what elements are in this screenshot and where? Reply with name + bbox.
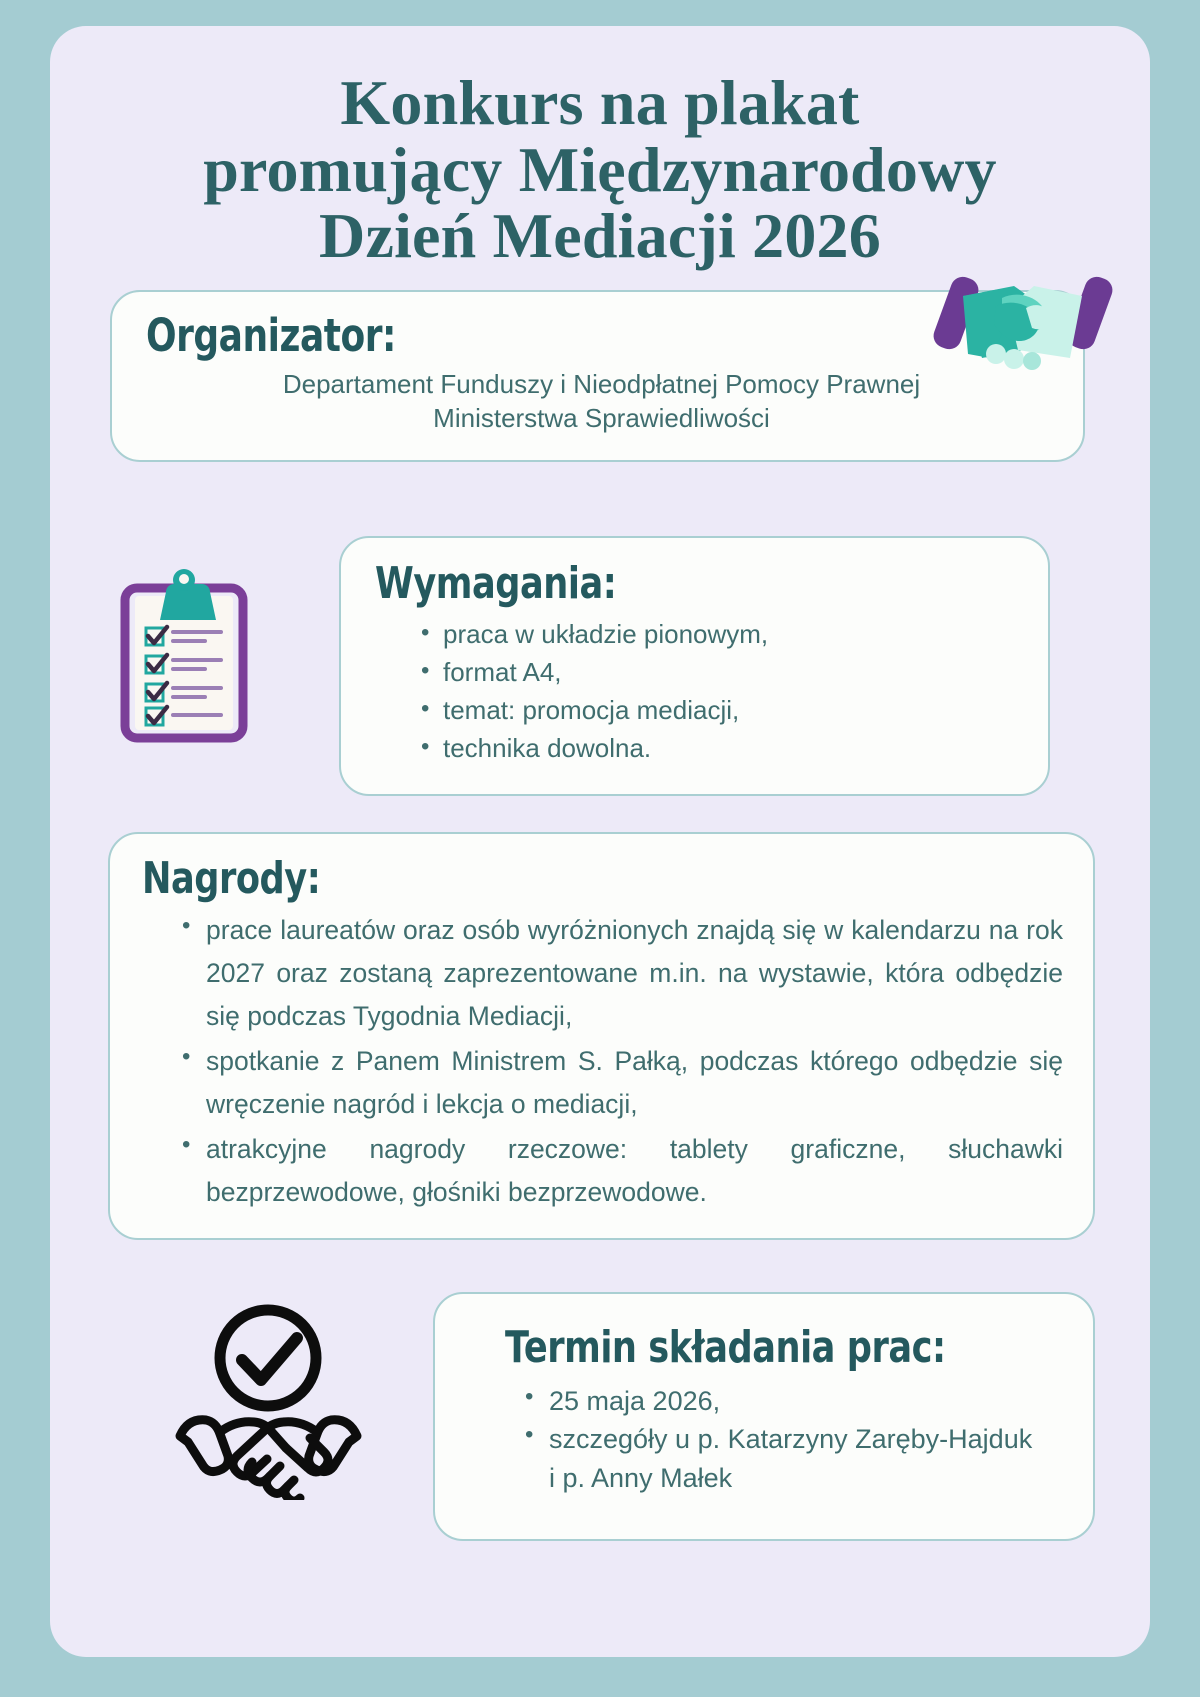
list-item: • format A4, <box>421 654 1018 692</box>
list-item-text: • prace laureatów oraz osób wyróżnionych znajdą się w kalendarzu na rok 2027 oraz zostaną zaprezentowane m.in. na wystawie, która odbędzie się podczas Tygodnia Mediacji, <box>206 915 1063 1031</box>
list-item-text-cont: i p. Anny Małek <box>549 1462 733 1493</box>
list-item <box>180 1128 1063 1214</box>
list-item <box>525 1382 1063 1420</box>
list-item: • praca w układzie pionowym, <box>421 616 1018 654</box>
list-item <box>180 1040 1063 1126</box>
organizator-line-1: Departament Funduszy i Nieodpłatnej Pomocy Prawnej <box>282 369 921 400</box>
list-item-text: szczegóły u p. Katarzyny Zaręby-Hajduk <box>549 1424 1033 1455</box>
list-item: • technika dowolna. <box>421 730 1018 768</box>
termin-card <box>433 1292 1095 1541</box>
wymagania-list <box>375 616 1018 768</box>
poster-panel <box>50 26 1150 1657</box>
title-line-1: Konkurs na plakat <box>340 67 860 138</box>
list-item-text: 25 maja 2026, <box>549 1385 721 1416</box>
nagrody-card <box>108 832 1095 1240</box>
organizator-line-2: Ministerstwa Sprawiedliwości <box>433 402 770 433</box>
organizator-section <box>50 290 1150 462</box>
nagrody-heading: Nagrody: <box>142 852 321 904</box>
nagrody-list <box>142 909 1063 1213</box>
termin-heading: Termin składania prac: <box>505 1321 946 1373</box>
list-item: • temat: promocja mediacji, <box>421 692 1018 730</box>
clipboard-checklist-icon <box>119 566 249 746</box>
wymagania-section <box>50 536 1150 796</box>
termin-section <box>50 1292 1150 1541</box>
list-item-text: • atrakcyjne nagrody rzeczowe: tablety graficzne, słuchawki bezprzewodowe, głośniki bezprzewodowe. <box>206 1133 1063 1207</box>
title-line-2: promujący Międzynarodowy <box>203 133 997 205</box>
list-item <box>180 909 1063 1038</box>
check-handshake-icon <box>166 1300 371 1500</box>
organizator-text <box>146 368 1057 435</box>
wymagania-card <box>339 536 1050 796</box>
organizator-card <box>110 290 1085 462</box>
title-line-3: Dzień Mediacji 2026 <box>319 200 881 272</box>
nagrody-section <box>50 832 1150 1240</box>
list-item <box>525 1420 1063 1497</box>
wymagania-heading: Wymagania: <box>375 557 617 609</box>
list-item-text: • spotkanie z Panem Ministrem S. Pałką, podczas którego odbędzie się wręczenie nagród i lekcja o mediacji, <box>206 1045 1063 1119</box>
page-title <box>50 67 1150 272</box>
termin-list <box>469 1382 1063 1497</box>
organizator-heading: Organizator: <box>146 308 396 362</box>
